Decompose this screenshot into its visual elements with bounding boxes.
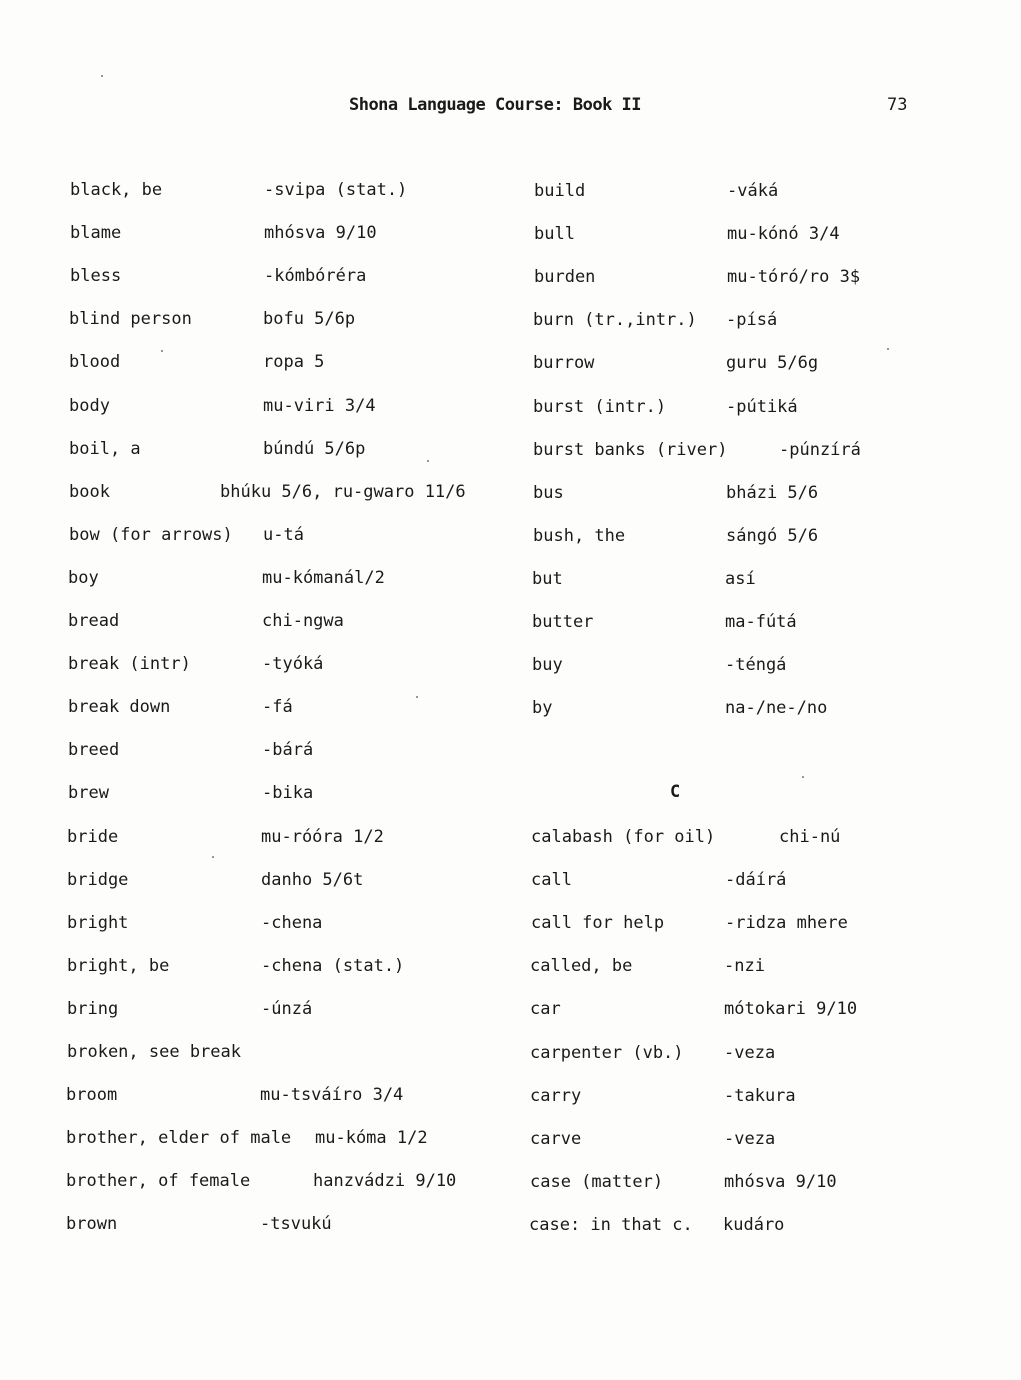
entry-term: blood [69, 352, 121, 373]
entry-gloss: -takura [724, 1085, 796, 1106]
entry-gloss: sángó 5/6 [726, 525, 819, 546]
entry-gloss: -svipa (stat.) [264, 180, 408, 200]
entry-term: boil, a [69, 438, 141, 459]
entry-gloss: -písá [726, 310, 778, 331]
entry-term: burst banks (river) [533, 439, 728, 460]
entry-gloss: -kómbóréra [264, 266, 367, 287]
scan-speck [161, 350, 163, 352]
entry-gloss: mu-róóra 1/2 [261, 826, 384, 847]
entry-gloss: mu-tóró/ro 3$ [727, 267, 861, 288]
entry-gloss: mótokari 9/10 [724, 999, 858, 1020]
entry-term: bow (for arrows) [69, 524, 233, 545]
entry-term: bring [67, 998, 119, 1019]
entry-term: carve [530, 1128, 582, 1149]
entry-term: bless [70, 266, 122, 287]
entry-gloss: -dáírá [725, 870, 787, 891]
entry-term: bright [67, 912, 129, 933]
entry-gloss: ma-fútá [725, 612, 797, 632]
entry-gloss: -únzá [261, 998, 313, 1019]
entry-term: case (matter) [530, 1171, 664, 1192]
entry-term: blind person [69, 309, 192, 330]
entry-gloss: -fá [262, 697, 293, 718]
entry-term: broom [66, 1085, 118, 1106]
page-number: 73 [887, 95, 908, 115]
entry-term: build [534, 181, 586, 201]
entry-term: burn (tr.,intr.) [533, 310, 697, 331]
entry-gloss: kudáro [723, 1214, 785, 1235]
scan-speck [416, 696, 418, 698]
entry-gloss: mhósva 9/10 [264, 223, 377, 244]
entry-term: brother, of female [66, 1171, 251, 1192]
entry-term: brew [68, 783, 109, 804]
entry-gloss: chi-ngwa [262, 611, 344, 631]
entry-term: butter [532, 612, 594, 632]
entry-term: call for help [531, 913, 665, 934]
entry-gloss: bházi 5/6 [726, 482, 819, 503]
entry-term: call [531, 870, 572, 891]
entry-gloss: -téngá [725, 655, 787, 676]
entry-gloss: -pútiká [726, 396, 798, 417]
entry-term: calabash (for oil) [531, 827, 716, 847]
entry-gloss: -váká [727, 181, 779, 201]
entry-gloss: -veza [724, 1128, 776, 1149]
entry-gloss: mu-viri 3/4 [263, 395, 376, 416]
entry-gloss: hanzvádzi 9/10 [313, 1171, 457, 1192]
running-header: Shona Language Course: Book II [348, 95, 642, 115]
scan-speck [101, 75, 103, 77]
scan-speck [887, 348, 889, 350]
entry-gloss: -chena (stat.) [261, 955, 405, 976]
entry-term: black, be [70, 180, 163, 200]
entry-term: burrow [533, 353, 595, 374]
entry-gloss: na-/ne-/no [725, 698, 828, 719]
entry-term: breed [68, 740, 120, 761]
entry-gloss: mu-kónó 3/4 [727, 224, 840, 245]
entry-term: bridge [67, 869, 129, 890]
entry-term: body [69, 395, 110, 416]
scan-speck [212, 856, 214, 858]
entry-gloss: chi-nú [779, 827, 841, 847]
entry-term: bus [533, 482, 564, 503]
entry-term: boy [68, 567, 99, 588]
entry-gloss: -bika [262, 783, 314, 804]
entry-term: break (intr) [68, 654, 191, 675]
entry-term: called, be [530, 956, 633, 977]
entry-term: blame [70, 223, 122, 244]
entry-gloss: -tyóká [262, 654, 324, 675]
entry-term: brown [66, 1214, 118, 1235]
entry-gloss: -bárá [262, 740, 314, 761]
section-letter: C [670, 782, 681, 802]
entry-gloss: guru 5/6g [726, 353, 819, 374]
entry-gloss: -chena [261, 912, 323, 933]
entry-gloss: -ridza mhere [725, 913, 848, 934]
entry-term: but [532, 568, 563, 589]
entry-gloss: mu-tsváíro 3/4 [260, 1085, 404, 1106]
entry-gloss: mhósva 9/10 [724, 1171, 837, 1192]
entry-term: buy [532, 655, 563, 676]
entry-term: car [530, 999, 561, 1020]
entry-term: by [532, 698, 553, 719]
entry-gloss: búndú 5/6p [263, 438, 366, 459]
entry-gloss: u-tá [263, 524, 304, 545]
entry-gloss: -tsvukú [260, 1214, 332, 1235]
entry-gloss: danho 5/6t [261, 869, 364, 890]
entry-gloss: mu-kóma 1/2 [315, 1128, 428, 1149]
entry-term: burst (intr.) [533, 396, 667, 417]
entry-gloss: -veza [724, 1042, 776, 1063]
entry-term: bush, the [533, 525, 626, 546]
entry-term: break down [68, 697, 171, 718]
entry-gloss: ropa 5 [263, 352, 325, 373]
entry-term: bright, be [67, 955, 170, 976]
entry-gloss: mu-kómanál/2 [262, 567, 385, 588]
scan-speck [427, 460, 429, 462]
entry-gloss: bhúku 5/6, ru-gwaro 11/6 [220, 481, 466, 502]
entry-gloss: bofu 5/6p [263, 309, 356, 330]
scan-speck [802, 776, 804, 778]
entry-term: broken, see break [67, 1042, 241, 1062]
entry-term: bull [534, 224, 575, 245]
entry-term: brother, elder of male [66, 1128, 292, 1149]
entry-term: bread [68, 611, 120, 631]
entry-gloss: -nzi [724, 956, 765, 977]
entry-gloss: así [725, 568, 756, 589]
entry-term: burden [534, 267, 596, 288]
entry-term: bride [67, 826, 119, 847]
entry-term: case: in that c. [529, 1214, 693, 1235]
entry-gloss: -púnzírá [779, 439, 861, 460]
entry-term: carry [530, 1085, 582, 1106]
entry-term: carpenter (vb.) [530, 1042, 684, 1063]
entry-term: book [69, 481, 110, 502]
